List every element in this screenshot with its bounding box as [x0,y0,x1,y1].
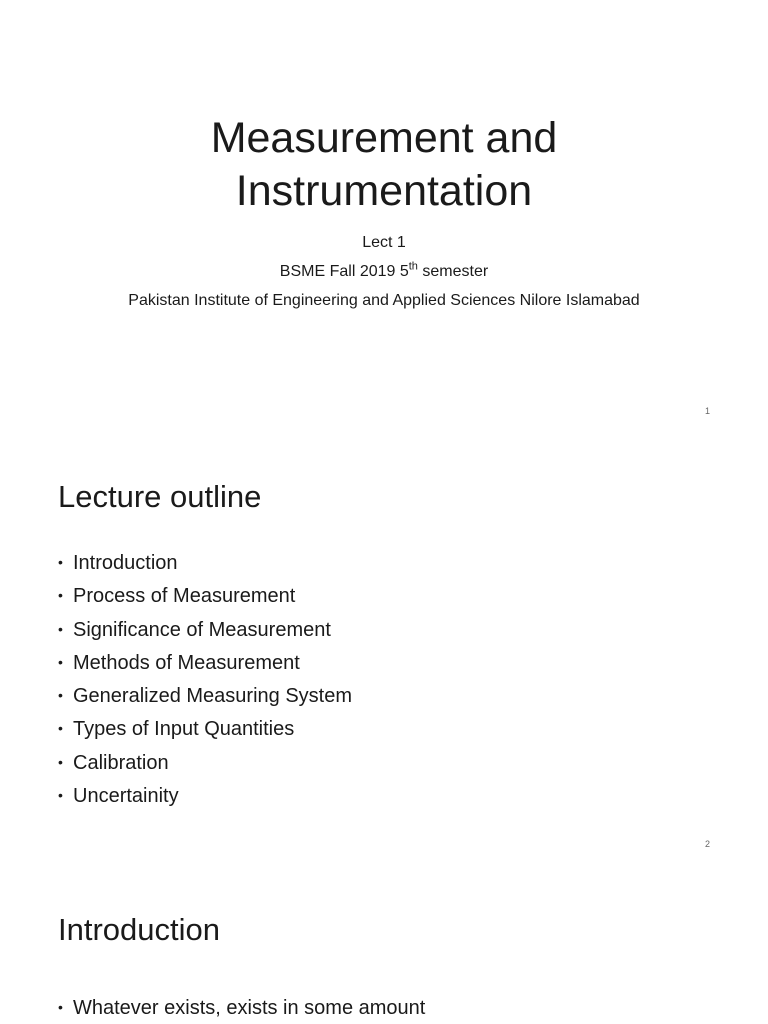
list-item-label: Calibration [73,751,169,774]
list-item [58,646,352,679]
bullet-icon: • [58,753,63,770]
list-item [58,579,352,612]
page-number: 1 [704,406,710,416]
list-item [58,679,352,712]
list-item-label: Whatever exists, exists in some amount [73,997,426,1019]
list-item-label: Uncertainity [73,785,179,808]
course-info [0,257,768,286]
list-item [58,546,352,579]
bullet-icon: • [58,999,63,1015]
bullet-icon: • [58,620,63,637]
list-item-label: Methods of Measurement [73,651,300,674]
list-item [58,991,425,1024]
bullet-icon: • [58,554,63,570]
slide-title [0,112,768,218]
title-slide [0,0,768,432]
title-line-1: Measurement and [210,114,558,162]
introduction-slide [0,866,768,1024]
list-item [58,779,352,812]
bullet-icon: • [58,720,63,737]
list-item-label: Generalized Measuring System [73,685,353,708]
course-suffix: semester [417,263,489,280]
lecture-label: Lect 1 [362,234,406,251]
institute-name: Pakistan Institute of Engineering and Applied Sciences Nilore Islamabad [128,292,640,309]
course-ordinal-suffix: th [408,260,418,273]
list-item [58,712,352,745]
bullet-icon: • [58,587,63,604]
list-item [58,613,352,646]
outline-slide [0,433,768,865]
page-number: 2 [704,839,710,849]
slide-title: Lecture outline [58,479,262,514]
outline-list [58,546,352,812]
list-item-label: Types of Input Quantities [73,718,295,741]
list-item-label: Significance of Measurement [73,618,331,641]
list-item-label: Introduction [73,552,178,574]
course-prefix: BSME Fall 2019 5 [279,263,409,280]
list-item [58,746,352,779]
bullet-icon: • [58,653,63,670]
subtitle-block [0,228,768,315]
intro-list [58,991,425,1024]
title-line-2: Instrumentation [235,167,533,215]
bullet-icon: • [58,687,63,704]
bullet-icon: • [58,787,63,804]
list-item-label: Process of Measurement [73,585,296,608]
slide-title: Introduction [58,912,220,947]
